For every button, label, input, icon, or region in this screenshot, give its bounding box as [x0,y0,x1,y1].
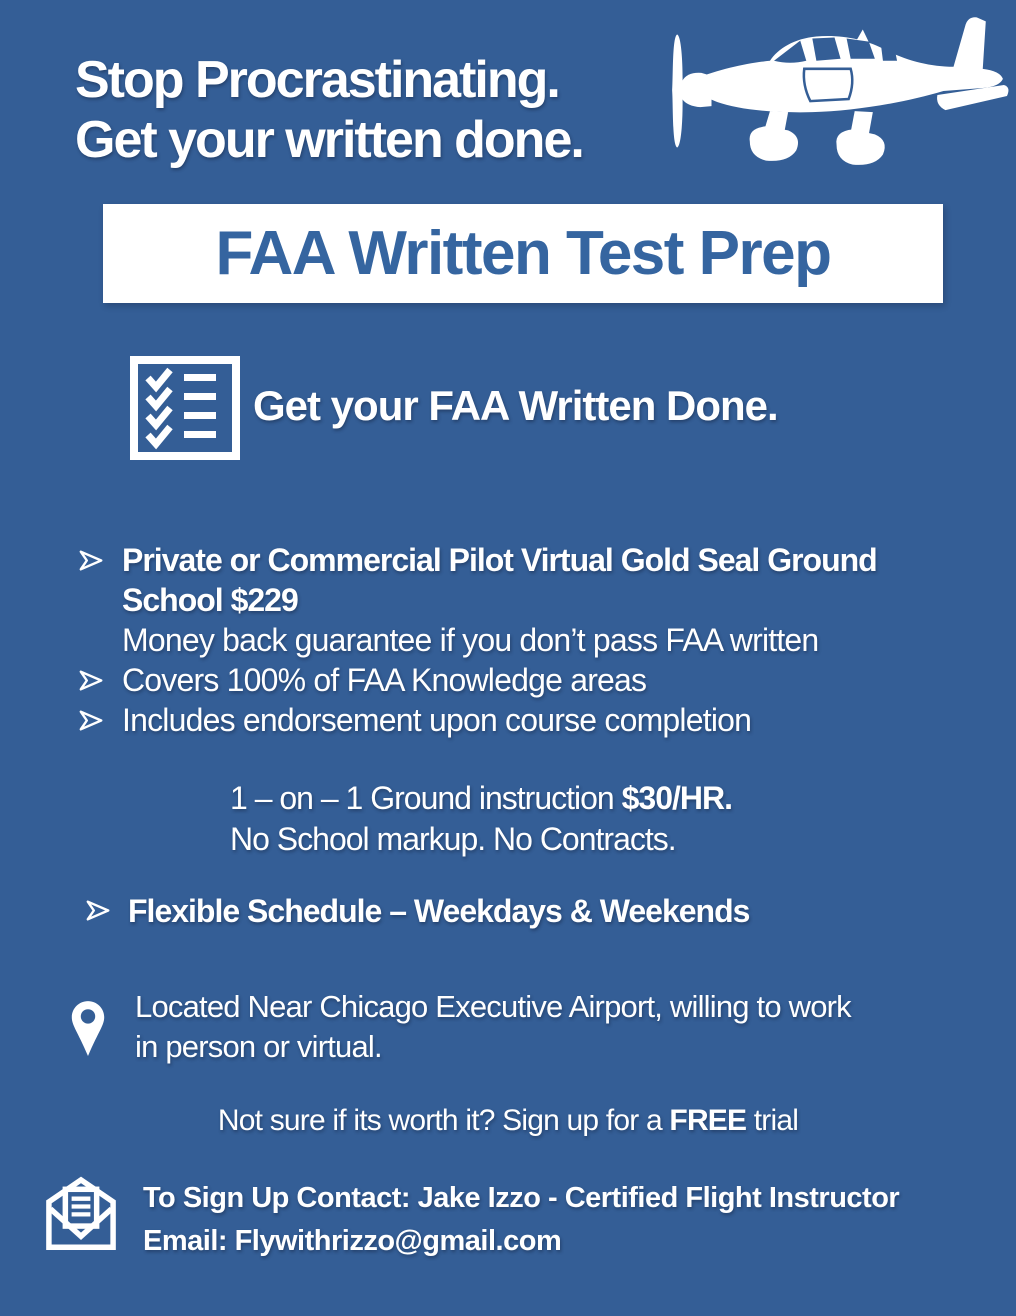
tagline: Get your FAA Written Done. [253,382,778,429]
list-item [78,700,877,740]
contact-line1: To Sign Up Contact: Jake Izzo - Certified Flight Instructor [143,1182,900,1214]
list-item [78,660,877,700]
list-item-continued [78,580,877,620]
pricing-price: $30/HR. [621,780,732,816]
headline-line1: Stop Procrastinating. [75,51,559,109]
trial-free: FREE [669,1104,747,1137]
arrow-bullet-icon [78,708,104,733]
pricing-line2: No School markup. No Contracts. [230,821,676,857]
pricing-text: 1 – on – 1 Ground instruction [230,780,622,816]
list-item-text: School $229 [122,582,298,618]
contact-email: Email: Flywithrizzo@gmail.com [143,1225,562,1257]
list-item-text: Covers 100% of FAA Knowledge areas [122,662,647,698]
email-envelope-icon [45,1170,117,1254]
list-item-note [78,620,877,660]
list-item [78,540,877,580]
schedule-item [85,893,749,930]
list-item-text: Money back guarantee if you don’t pass FAA written [122,622,819,658]
location-line1: Located Near Chicago Executive Airport, willing to work [135,989,851,1024]
location-line2: in person or virtual. [135,1029,382,1064]
list-item-text: Private or Commercial Pilot Virtual Gold Seal Ground [122,542,877,578]
feature-list [78,540,877,740]
checklist-icon [130,356,240,460]
trial-text-end: trial [746,1104,799,1137]
arrow-bullet-icon [85,898,111,923]
trial-offer [0,1104,1016,1138]
contact-block [143,1177,899,1263]
list-item-text: Includes endorsement upon course completion [122,702,752,738]
arrow-bullet-icon [78,548,104,573]
headline [75,50,583,170]
airplane-icon [653,10,1011,172]
pricing-block [230,778,732,860]
pricing-line1 [230,778,732,819]
schedule-text: Flexible Schedule – Weekdays & Weekends [128,893,750,929]
title-banner [103,204,943,303]
trial-text: Not sure if its worth it? Sign up for a [217,1104,670,1137]
headline-line2: Get your written done. [75,111,583,169]
page-title: FAA Written Test Prep [215,219,831,288]
arrow-bullet-icon [78,668,104,693]
location-block [135,987,851,1067]
location-pin-icon [70,997,106,1061]
